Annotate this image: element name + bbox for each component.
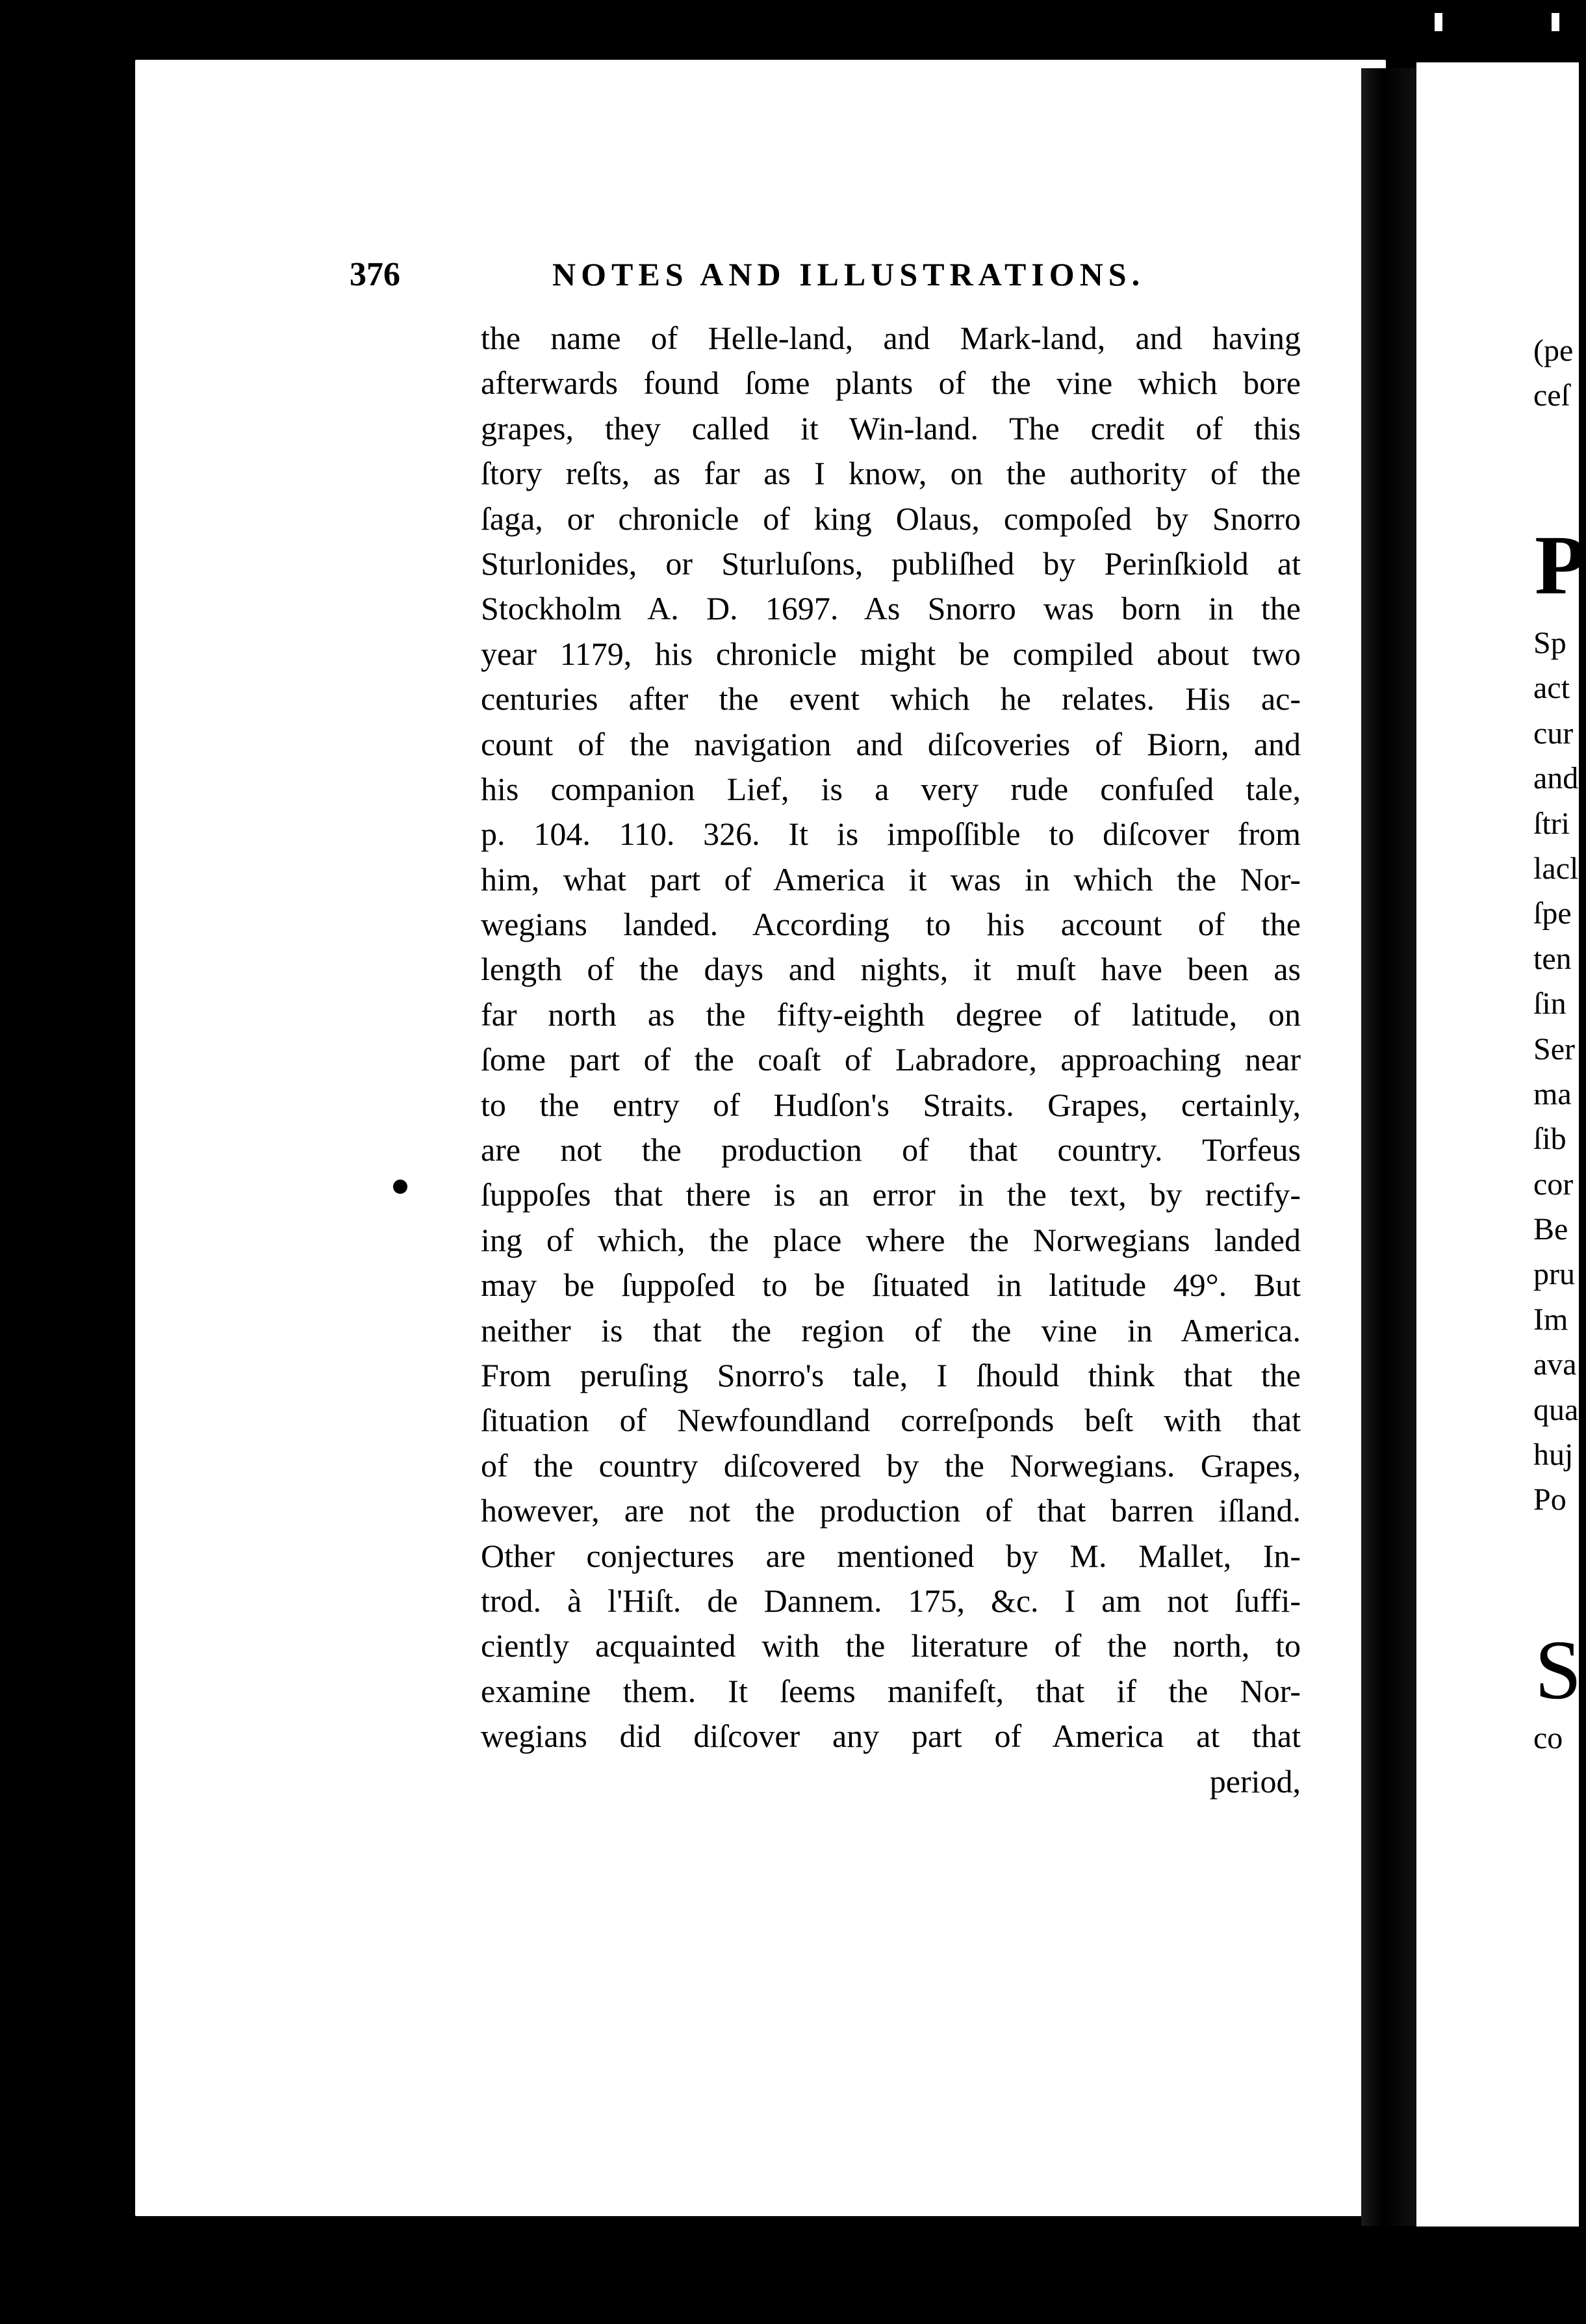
facing-fragment: huj — [1533, 1438, 1574, 1473]
body-text — [481, 316, 1301, 1804]
facing-page-bottom-fragment — [1533, 1716, 1563, 1761]
facing-fragment: lacl — [1533, 851, 1579, 886]
facing-fragment: Be — [1533, 1212, 1568, 1247]
catchword: period, — [1209, 1762, 1301, 1800]
facing-fragment: ſtri — [1533, 806, 1570, 841]
facing-fragment: ſin — [1533, 987, 1567, 1022]
text-line: wegians landed. According to his account of the — [481, 906, 1301, 943]
facing-fragment: ſpe — [1533, 896, 1572, 931]
running-head: NOTES AND ILLUSTRATIONS. — [552, 256, 1145, 292]
text-line: Other conjectures are mentioned by M. Mallet, In- — [481, 1537, 1301, 1574]
facing-fragment: ceſ — [1533, 378, 1570, 413]
facing-fragment: Ser — [1533, 1031, 1575, 1066]
facing-page-fragments — [1533, 621, 1578, 1523]
text-line: however, are not the production of that barren iſland. — [481, 1492, 1301, 1529]
text-line: ſituation of Newfoundland correſponds beſt with that — [481, 1402, 1301, 1439]
text-line: trod. à l'Hiſt. de Dannem. 175, &c. I am not ſuffi- — [481, 1582, 1301, 1619]
text-line: p. 104. 110. 326. It is impoſſible to diſcover from — [481, 816, 1301, 853]
page-number: 376 — [350, 256, 400, 293]
scan-edge-mark — [1435, 13, 1442, 31]
facing-page-initial-s: S — [1535, 1623, 1582, 1717]
text-line: may be ſuppoſed to be ſituated in latitude 49°. But — [481, 1267, 1301, 1304]
facing-fragment: pru — [1533, 1257, 1575, 1292]
facing-fragment: qua — [1533, 1392, 1579, 1427]
text-line: wegians did diſcover any part of America at that — [481, 1718, 1301, 1755]
facing-fragment: cor — [1533, 1167, 1574, 1202]
facing-fragment: Im — [1533, 1302, 1568, 1337]
text-line: ſtory reſts, as far as I know, on the authority of the — [481, 455, 1301, 492]
facing-fragment: ava — [1533, 1347, 1577, 1382]
facing-fragment: ma — [1533, 1076, 1572, 1111]
facing-page-initial-p: P — [1535, 519, 1586, 612]
facing-page-top-fragments — [1533, 328, 1573, 419]
facing-fragment: (pe — [1533, 333, 1574, 368]
text-line: him, what part of America it was in which the Nor- — [481, 860, 1301, 897]
text-line: year 1179, his chronicle might be compiled about two — [481, 635, 1301, 672]
text-line: Sturlonides, or Sturluſons, publiſhed by Perinſkiold at — [481, 545, 1301, 582]
facing-fragment: ten — [1533, 941, 1572, 976]
facing-fragment: ſib — [1533, 1122, 1567, 1157]
text-line: count of the navigation and diſcoveries of Biorn, and — [481, 725, 1301, 762]
facing-fragment: co — [1533, 1721, 1563, 1755]
text-line: ing of which, the place where the Norwegians landed — [481, 1221, 1301, 1258]
text-line: the name of Helle-land, and Mark-land, and having — [481, 320, 1301, 356]
text-line: length of the days and nights, it muſt have been as — [481, 951, 1301, 988]
facing-fragment: cur — [1533, 716, 1574, 751]
text-line: far north as the fifty-eighth degree of latitude, on — [481, 996, 1301, 1033]
text-line: ſaga, or chronicle of king Olaus, compoſed by Snorro — [481, 500, 1301, 537]
text-line: ſome part of the coaſt of Labradore, approaching near — [481, 1041, 1301, 1078]
text-line: neither is that the region of the vine in America. — [481, 1311, 1301, 1349]
facing-fragment: Sp — [1533, 626, 1567, 660]
text-line: afterwards found ſome plants of the vine which bore — [481, 365, 1301, 402]
page-header — [350, 255, 1246, 294]
text-line: ciently acquainted with the literature of the north, to — [481, 1627, 1301, 1664]
text-line: centuries after the event which he relates. His ac- — [481, 680, 1301, 717]
text-line: of the country diſcovered by the Norwegians. Grapes, — [481, 1447, 1301, 1484]
facing-fragment: and — [1533, 761, 1579, 796]
text-line: examine them. It ſeems manifeſt, that if the Nor- — [481, 1672, 1301, 1709]
facing-fragment: Po — [1533, 1482, 1567, 1517]
scan-edge-mark — [1552, 13, 1559, 31]
binding-gutter — [1361, 68, 1416, 2226]
text-line: his companion Lief, is a very rude confuſed tale, — [481, 770, 1301, 807]
text-line: From peruſing Snorro's tale, I ſhould think that the — [481, 1356, 1301, 1393]
ink-blot — [393, 1180, 407, 1194]
text-line: ſuppoſes that there is an error in the text, by rectify- — [481, 1176, 1301, 1213]
facing-fragment: act — [1533, 671, 1570, 706]
text-line: are not the production of that country. Torfeus — [481, 1131, 1301, 1168]
text-line: to the entry of Hudſon's Straits. Grapes, certainly, — [481, 1086, 1301, 1123]
text-line: grapes, they called it Win-land. The credit of this — [481, 409, 1301, 446]
text-line: Stockholm A. D. 1697. As Snorro was born in the — [481, 590, 1301, 627]
